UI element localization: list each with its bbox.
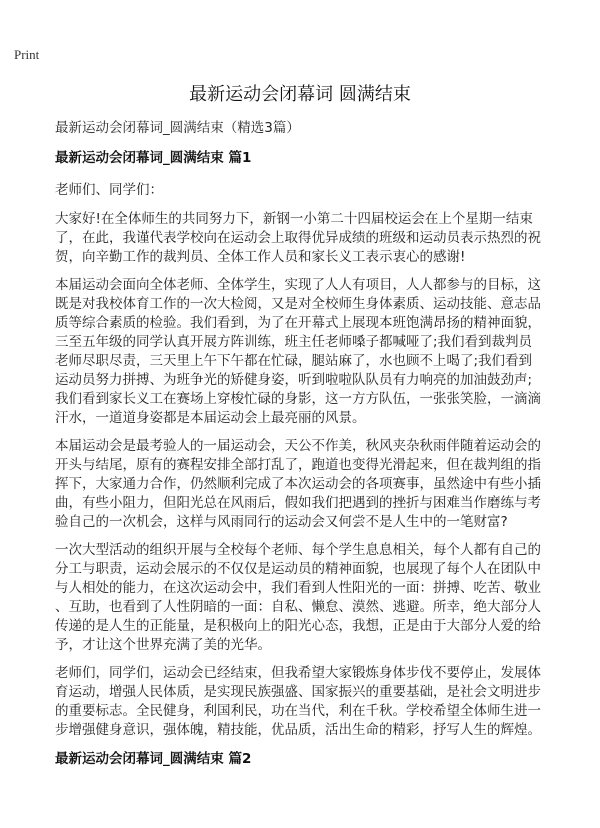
paragraph-line: 与人相处的能力，在这次运动会中，我们看到人性阳光的一面：拼搏、吃苦、敬业 [55,580,541,596]
document-subtitle: 最新运动会闭幕词_圆满结束（精选3篇） [55,120,300,136]
paragraph-line: 分工与职责，运动会展示的不仅仅是运动员的精神面貌，也展现了每个人在团队中 [55,561,541,577]
paragraph-line: 汗水，一道道身姿都是本届运动会上最亮丽的风景。 [55,410,366,426]
document-title: 最新运动会闭幕词 圆满结束 [189,84,411,105]
paragraph-line: 挥下，大家通力合作，仍然顺利完成了本次运动会的各项赛事，虽然途中有些小插 [55,476,541,492]
paragraph [55,276,555,428]
section-heading-2: 最新运动会闭幕词_圆满结束 篇2 [55,751,252,767]
paragraph-line: 一次大型活动的组织开展与全校每个老师、每个学生息息相关，每个人都有自己的 [55,542,541,558]
paragraph [55,437,555,532]
greeting: 老师们、同学们： [55,182,163,198]
paragraph-line: 予，才让这个世界充满了美的光华。 [55,637,271,653]
paragraph-line: 贺，向辛勤工作的裁判员、全体工作人员和家长义工表示衷心的感谢! [55,249,466,265]
paragraph-line: 验自己的一次机会，这样与风雨同行的运动会又何尝不是人生中的一笔财富? [55,514,508,530]
paragraph-line: 本届运动会面向全体老师、全体学生，实现了人人有项目，人人都参与的目标，这 [55,277,541,293]
document-body [55,119,555,782]
paragraph-line: 、互助，也看到了人性阴暗的一面：自私、懒怠、漠然、逃避。所幸，绝大部分人 [55,599,541,615]
paragraph-line: 大家好!在全体师生的共同努力下，新钢一小第二十四届校运会在上个星期一结束 [55,211,533,227]
paragraph-line: 了，在此，我谨代表学校向在运动会上取得优异成绩的班级和运动员表示热烈的祝 [55,230,541,246]
paragraph-line: 传递的是人生的正能量，是积极向上的阳光心态，我想，正是由于大部分人爱的给 [55,618,541,634]
paragraph [55,664,555,740]
paragraph-line: 本届运动会是最考验人的一届运动会，天公不作美，秋风夹杂秋雨伴随着运动会的 [55,438,541,454]
paragraph-line: 运动员努力拼搏、为班争光的矫健身姿，听到啦啦队队员有力响亮的加油鼓劲声; [55,372,533,388]
paragraph-line: 育运动，增强人民体质，是实现民族强盛、国家振兴的重要基础，是社会文明进步 [55,684,541,700]
paragraph-line: 老师尽职尽责，三天里上午下午都在忙碌，腿站麻了，水也顾不上喝了;我们看到 [55,353,533,369]
print-link[interactable]: Print [14,47,40,62]
paragraph-line: 老师们，同学们，运动会已经结束，但我希望大家锻炼身体步伐不要停止，发展体 [55,665,541,681]
paragraph-line: 曲，有些小阻力，但阳光总在风雨后，假如我们把遇到的挫折与困难当作磨练与考 [55,495,541,511]
paragraph-line: 我们看到家长义工在赛场上穿梭忙碌的身影，这一方方队伍，一张张笑脸，一滴滴 [55,391,541,407]
paragraph-line: 步增强健身意识，强体魄，精技能，优品质，活出生命的精彩，抒写人生的辉煌。 [55,722,541,738]
paragraph-line: 三至五年级的同学认真开展方阵训练，班主任老师嗓子都喊哑了;我们看到裁判员 [55,334,533,350]
section-heading-1: 最新运动会闭幕词_圆满结束 篇1 [55,150,252,166]
paragraph [55,210,555,267]
paragraph [55,541,555,655]
paragraph-line: 开头与结尾，原有的赛程安排全部打乱了，跑道也变得光滑起来，但在裁判组的指 [55,457,541,473]
paragraph-line: 的重要标志。全民健身，利国利民，功在当代，利在千秋。学校希望全体师生进一 [55,703,541,719]
paragraph-line: 质等综合素质的检验。我们看到，为了在开幕式上展现本班饱满昂扬的精神面貌， [55,315,541,331]
paragraph-line: 既是对我校体育工作的一次大检阅，又是对全校师生身体素质、运动技能、意志品 [55,296,541,312]
